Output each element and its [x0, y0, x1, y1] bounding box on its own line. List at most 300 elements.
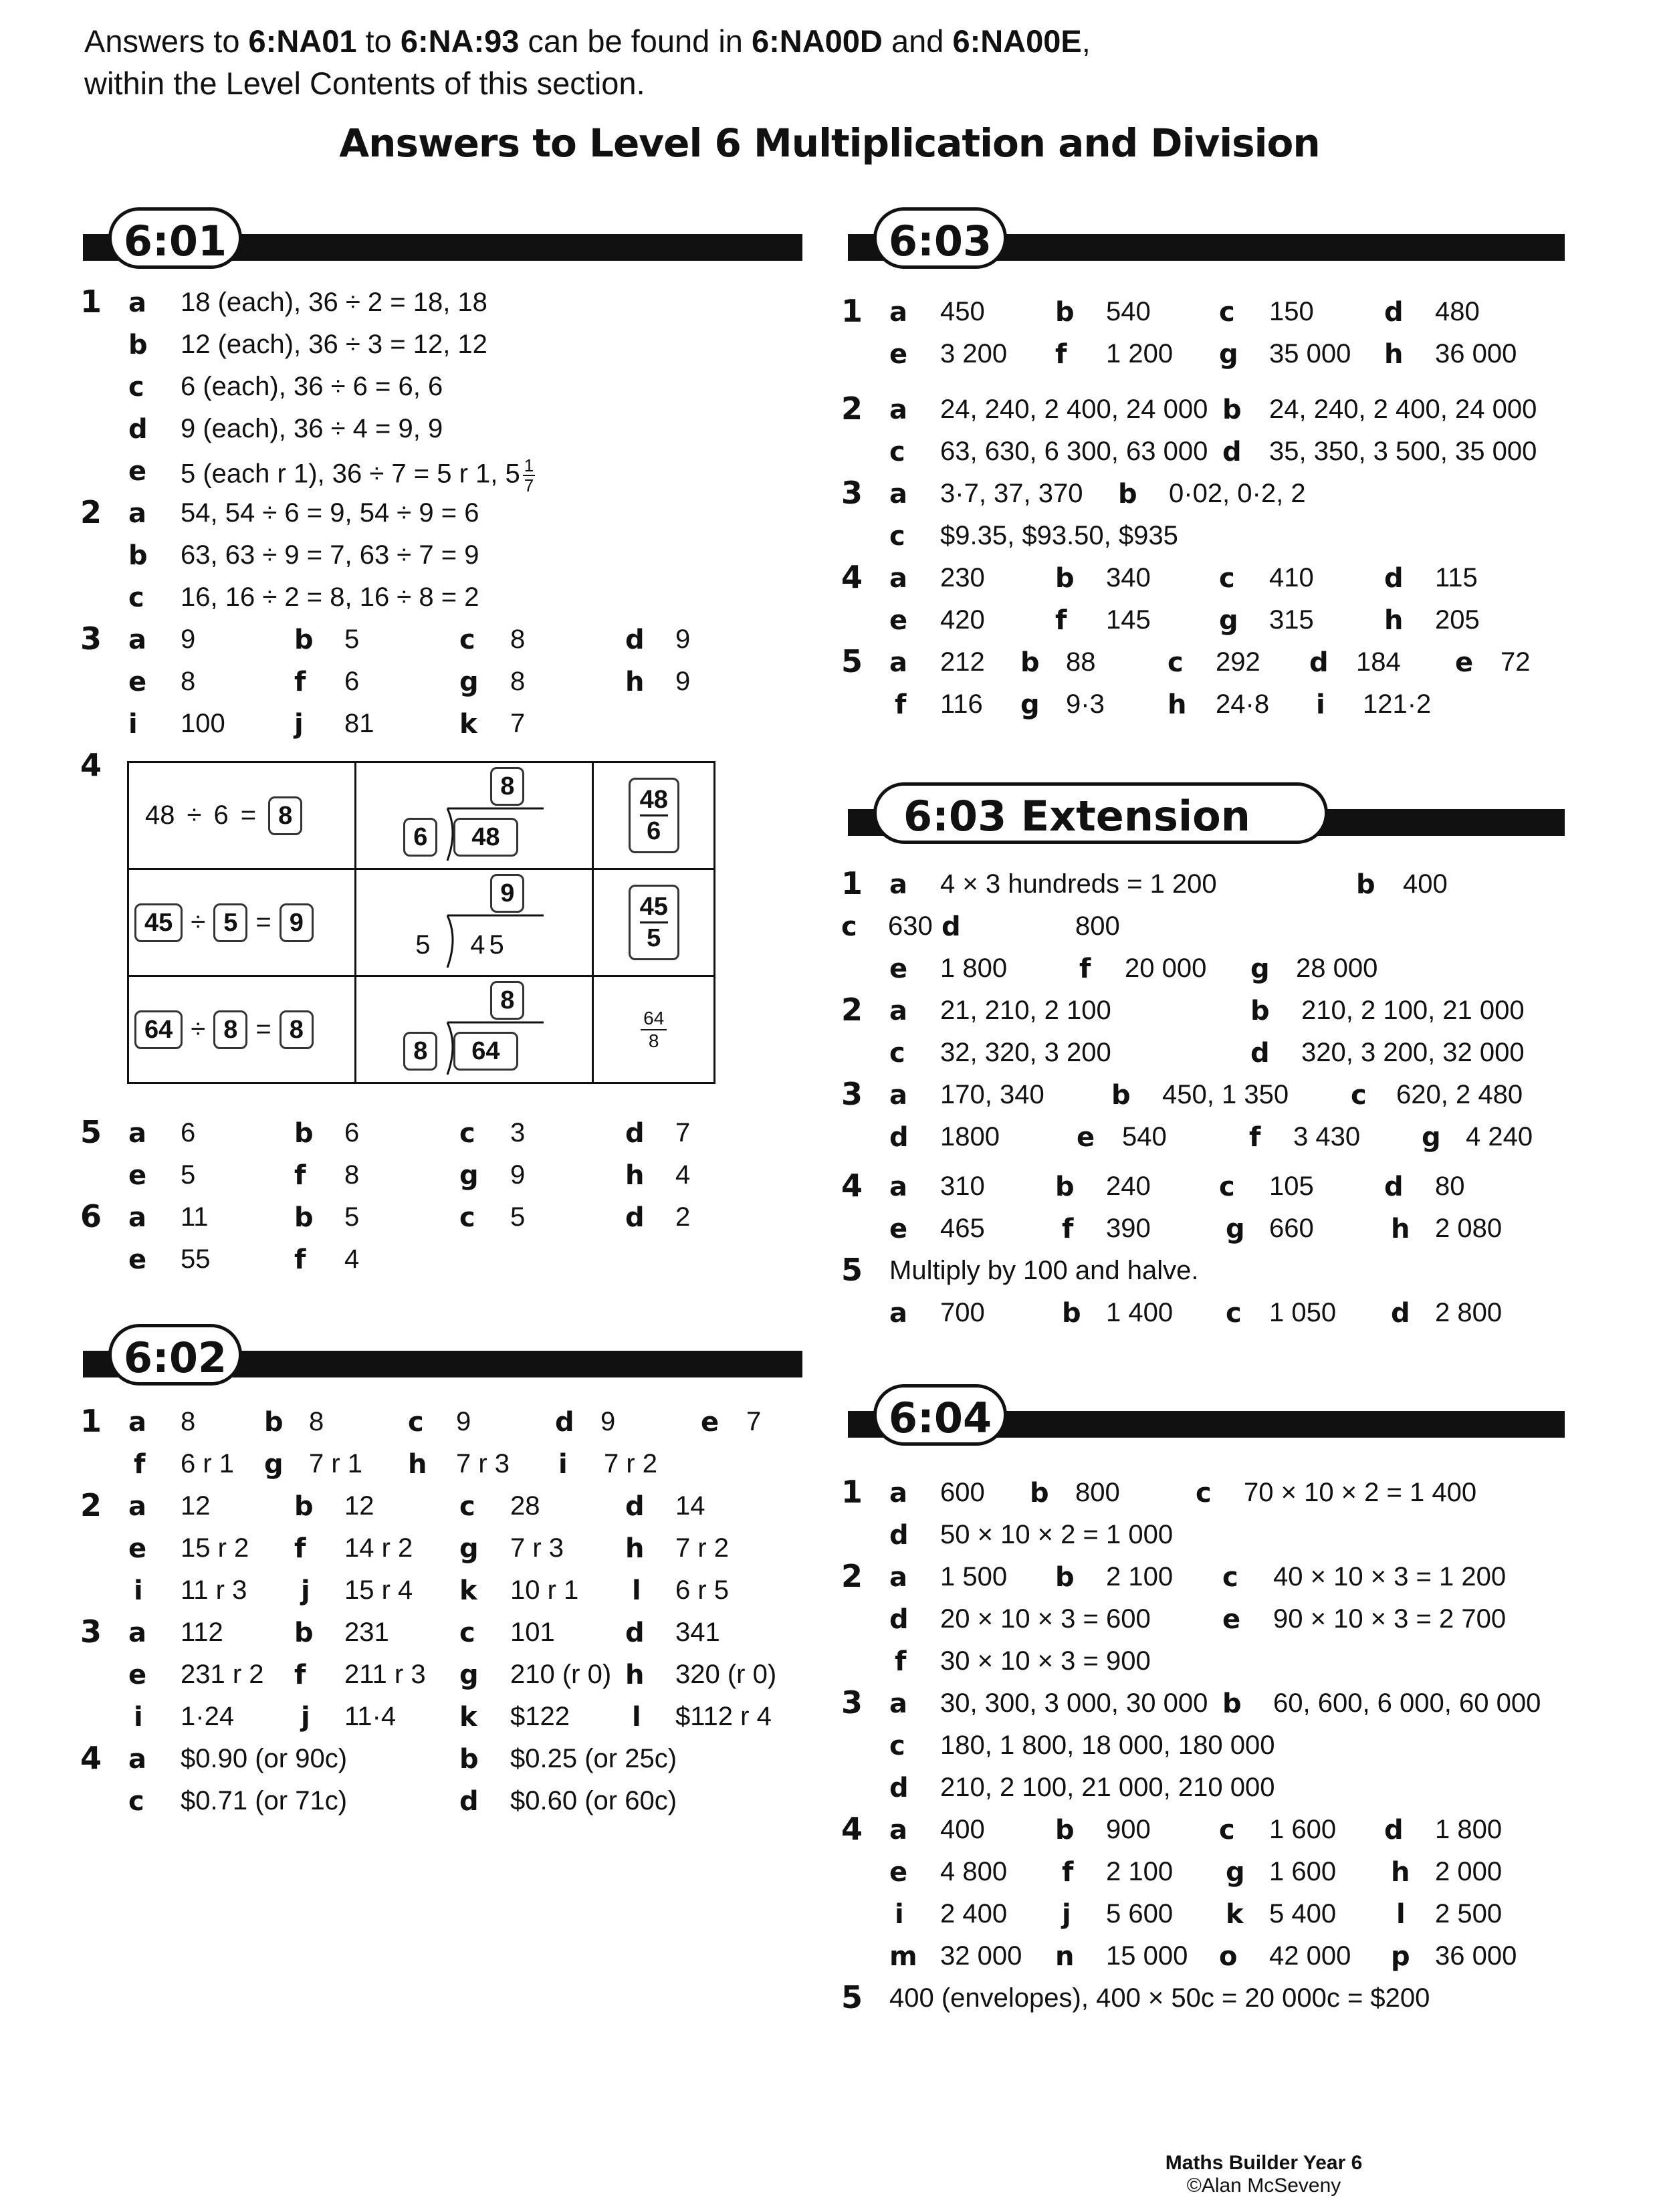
divisor-box: 8	[213, 1010, 247, 1049]
answers-6-03	[841, 293, 1570, 752]
answer-value: $0.71 (or 71c)	[181, 1786, 348, 1815]
question-number: 4	[841, 1811, 863, 1847]
question-number: 4	[80, 747, 102, 783]
answer-value: 40 × 10 × 3 = 1 200	[1273, 1562, 1507, 1591]
dividend-value: 48	[145, 800, 175, 830]
part-letter: a	[889, 1080, 907, 1111]
answer-value: 24·8	[1216, 689, 1270, 719]
part-letter: f	[1062, 1857, 1074, 1888]
answer-value: 7 r 1	[309, 1449, 363, 1478]
answer-value: 240	[1106, 1172, 1151, 1201]
part-letter: c	[1196, 1478, 1212, 1509]
answer-value: 50 × 10 × 2 = 1 000	[940, 1520, 1174, 1549]
part-letter: e	[889, 1214, 908, 1244]
part-letter: h	[1391, 1214, 1410, 1244]
part-letter: l	[1396, 1899, 1406, 1930]
part-letter: g	[459, 1533, 479, 1564]
answer-value: 121·2	[1363, 689, 1432, 719]
part-letter: h	[408, 1449, 427, 1480]
answer-value: 210 (r 0)	[510, 1660, 612, 1689]
answer-value: 0·02, 0·2, 2	[1169, 479, 1306, 508]
answer-value: 1 200	[1106, 339, 1174, 368]
answer-value: 63, 63 ÷ 9 = 7, 63 ÷ 7 = 9	[181, 540, 479, 570]
answer-value: 12	[181, 1491, 211, 1521]
part-letter: j	[301, 1702, 310, 1733]
answer-value: 540	[1106, 297, 1151, 326]
answer-value: 7 r 2	[675, 1533, 730, 1563]
divide-sign: ÷	[187, 800, 202, 830]
part-letter: a	[128, 1202, 146, 1233]
answer-value: 116	[940, 689, 983, 719]
answer-value: 5	[510, 1202, 526, 1232]
part-letter: e	[701, 1407, 720, 1438]
part-letter: f	[294, 667, 306, 697]
answer-value: 10 r 1	[510, 1575, 579, 1605]
table-cell	[593, 762, 715, 869]
part-letter: c	[128, 582, 144, 613]
answer-value: 81	[344, 709, 374, 738]
answer-value: 105	[1269, 1172, 1314, 1201]
long-division	[356, 870, 592, 975]
fraction-cell	[594, 763, 713, 868]
part-letter: a	[128, 1491, 146, 1522]
answer-value: 2 100	[1106, 1857, 1174, 1886]
part-letter: f	[1055, 605, 1067, 636]
answer-value: $0.60 (or 60c)	[510, 1786, 677, 1815]
part-letter: d	[625, 625, 645, 655]
part-letter: a	[889, 563, 907, 594]
part-letter: h	[1384, 339, 1404, 370]
answer-value: 63, 630, 6 300, 63 000	[940, 437, 1208, 466]
table-cell	[593, 976, 715, 1083]
intro-line-2: within the Level Contents of this section.	[84, 66, 645, 101]
question-number: 6	[80, 1198, 102, 1234]
answer-value: $0.25 (or 25c)	[510, 1744, 677, 1773]
question-number: 1	[80, 284, 102, 320]
part-letter: h	[625, 1533, 645, 1564]
part-letter: a	[889, 647, 907, 678]
part-letter: b	[1055, 1172, 1075, 1202]
part-letter: a	[889, 297, 907, 328]
answer-value: 8	[181, 667, 196, 696]
equation	[129, 870, 354, 975]
answer-value: 11·4	[344, 1702, 397, 1731]
answer-value: 7 r 3	[510, 1533, 564, 1563]
part-letter: c	[459, 625, 475, 655]
part-letter: b	[294, 1618, 314, 1648]
answer-value: 112	[181, 1618, 223, 1647]
part-letter: e	[128, 1160, 147, 1191]
answer-value: 4 × 3 hundreds = 1 200	[940, 869, 1217, 899]
division-table	[127, 761, 715, 1084]
section-label: 6:01	[108, 207, 242, 269]
part-letter: f	[1055, 339, 1067, 370]
answer-value: 4 240	[1466, 1122, 1533, 1151]
section-label: 6:02	[108, 1324, 242, 1386]
answer-value: 400	[1403, 869, 1448, 899]
part-letter: f	[134, 1449, 146, 1480]
answer-value: 231 r 2	[181, 1660, 264, 1689]
part-letter: b	[1020, 647, 1040, 678]
part-letter: b	[1030, 1478, 1049, 1509]
answer-value: 32, 320, 3 200	[940, 1038, 1111, 1067]
answer-text: 5 (each r 1), 36 ÷ 7 = 5 r 1, 5	[181, 459, 520, 489]
part-letter: a	[128, 1407, 146, 1438]
answer-value: 900	[1106, 1815, 1151, 1844]
fraction-numerator: 48	[640, 785, 668, 816]
answer-value: 450	[940, 297, 985, 326]
answer-value: 18 (each), 36 ÷ 2 = 18, 18	[181, 288, 487, 317]
dividend-box: 64	[134, 1010, 183, 1049]
part-letter: c	[459, 1491, 475, 1522]
answer-value: 11 r 3	[181, 1575, 247, 1605]
answer-value: 2 800	[1435, 1298, 1503, 1327]
answer-value: 5	[344, 625, 360, 654]
divisor-value: 6	[213, 800, 229, 830]
part-letter: i	[558, 1449, 568, 1480]
part-letter: b	[1055, 563, 1075, 594]
answer-value: 2 100	[1106, 1562, 1174, 1591]
answer-value: 210, 2 100, 21 000	[1301, 996, 1525, 1025]
answer-value: 8	[309, 1407, 324, 1436]
part-letter: b	[294, 1202, 314, 1233]
answer-value: 310	[940, 1172, 985, 1201]
question-number: 3	[80, 621, 102, 657]
part-letter: c	[1222, 1562, 1238, 1593]
part-letter: c	[889, 1731, 905, 1761]
part-letter: d	[889, 1122, 909, 1153]
question-number: 2	[80, 494, 102, 530]
intro-ref: 6:NA:93	[400, 23, 520, 59]
question-number: 4	[841, 1168, 863, 1204]
question-number: 3	[841, 1684, 863, 1721]
fraction	[641, 1008, 667, 1052]
answer-value: 70 × 10 × 2 = 1 400	[1244, 1478, 1477, 1507]
part-letter: e	[889, 605, 908, 636]
answer-value: 341	[675, 1618, 720, 1647]
part-letter: g	[459, 1160, 479, 1191]
answer-value: 5 400	[1269, 1899, 1337, 1928]
answer-box: 8	[268, 796, 302, 835]
answer-value: 480	[1435, 297, 1480, 326]
dividend-box: 48	[453, 818, 518, 857]
answer-value: 620, 2 480	[1396, 1080, 1523, 1109]
table-cell	[593, 869, 715, 976]
part-letter: g	[1219, 339, 1238, 370]
part-letter: l	[632, 1702, 641, 1733]
answers-6-01-cont	[80, 1114, 802, 1292]
answer-value: 205	[1435, 605, 1480, 635]
answer-value: 390	[1106, 1214, 1151, 1243]
part-letter: d	[889, 1773, 909, 1803]
part-letter: e	[889, 339, 908, 370]
divisor-value: 5	[415, 930, 431, 960]
table-cell	[356, 869, 593, 976]
part-letter: e	[889, 1857, 908, 1888]
answer-value: 8	[510, 667, 526, 696]
part-letter: h	[1384, 605, 1404, 636]
answer-value: 28 000	[1296, 954, 1378, 983]
answer-value: 101	[510, 1618, 555, 1647]
answer-value: 170, 340	[940, 1080, 1044, 1109]
answer-value: 72	[1501, 647, 1531, 677]
answer-value: 320 (r 0)	[675, 1660, 777, 1689]
answer-value: 14 r 2	[344, 1533, 413, 1563]
answer-value: 400	[940, 1815, 985, 1844]
answer-box: 8	[280, 1010, 314, 1049]
part-letter: h	[625, 1160, 645, 1191]
answers-6-04	[841, 1474, 1570, 2039]
part-letter: i	[134, 1575, 143, 1606]
answer-value: 212	[940, 647, 985, 677]
fraction-box	[629, 778, 679, 853]
part-letter: c	[459, 1618, 475, 1648]
part-letter: j	[301, 1575, 310, 1606]
part-letter: g	[1250, 954, 1270, 984]
part-letter: d	[1391, 1298, 1410, 1329]
answer-value: 7	[746, 1407, 762, 1436]
part-letter: a	[889, 395, 907, 425]
answer-value: 600	[940, 1478, 985, 1507]
part-letter: a	[128, 625, 146, 655]
question-number: 2	[80, 1487, 102, 1523]
fraction-numerator: 1	[524, 455, 534, 475]
answer-value: 7	[675, 1118, 691, 1147]
answer-value: 7	[510, 709, 526, 738]
answer-value: 88	[1066, 647, 1096, 677]
part-letter: e	[1222, 1604, 1241, 1635]
answer-value: 9 (each), 36 ÷ 4 = 9, 9	[181, 414, 443, 443]
table-cell	[128, 869, 356, 976]
part-letter: d	[625, 1618, 645, 1648]
part-letter: b	[1250, 996, 1270, 1026]
answers-6-03-extension	[841, 865, 1570, 1351]
question-number: 1	[841, 293, 863, 329]
answer-value: 7 r 2	[604, 1449, 658, 1478]
part-letter: e	[889, 954, 908, 984]
answer-value: 150	[1269, 297, 1314, 326]
answer-value: 9	[675, 625, 691, 654]
quotient-box: 8	[490, 981, 524, 1020]
answer-value: 3	[510, 1118, 526, 1147]
answer-value: 9	[510, 1160, 526, 1190]
answer-value: 540	[1122, 1122, 1167, 1151]
part-letter: f	[1079, 954, 1091, 984]
question-number: 5	[80, 1114, 102, 1150]
answer-value: 9	[600, 1407, 616, 1436]
answer-value: 5	[344, 1202, 360, 1232]
answer-value: 210, 2 100, 21 000, 210 000	[940, 1773, 1275, 1802]
answer-value: 1 800	[940, 954, 1008, 983]
part-letter: c	[889, 521, 905, 552]
answer-value: 700	[940, 1298, 985, 1327]
part-letter: c	[459, 1202, 475, 1233]
table-cell	[128, 976, 356, 1083]
quotient-box: 9	[490, 874, 524, 913]
question-number: 2	[841, 1558, 863, 1594]
part-letter: n	[1055, 1941, 1075, 1972]
answer-value: $122	[510, 1702, 570, 1731]
book-title: Maths Builder Year 6	[1165, 2152, 1363, 2174]
intro-ref: 6:NA00E	[952, 23, 1082, 59]
answer-value: 54, 54 ÷ 6 = 9, 54 ÷ 9 = 6	[181, 498, 479, 528]
part-letter: d	[625, 1118, 645, 1149]
divisor-box: 6	[403, 818, 437, 857]
answer-value: 9	[456, 1407, 471, 1436]
question-number: 3	[841, 1076, 863, 1112]
part-letter: d	[1384, 563, 1404, 594]
part-letter: b	[128, 330, 148, 360]
part-letter: b	[1222, 1688, 1242, 1719]
table-row	[128, 976, 715, 1083]
intro-ref: 6:NA01	[248, 23, 357, 59]
part-letter: a	[128, 498, 146, 529]
answer-value: 7 r 3	[456, 1449, 510, 1478]
part-letter: k	[459, 1575, 477, 1606]
answer-value: 5 600	[1106, 1899, 1174, 1928]
divisor-box: 5	[213, 903, 247, 942]
answer-value: 80	[1435, 1172, 1465, 1201]
part-letter: e	[1455, 647, 1474, 678]
answer-value: 32 000	[940, 1941, 1022, 1971]
part-letter: c	[408, 1407, 424, 1438]
part-letter: d	[1384, 297, 1404, 328]
part-letter: a	[889, 1172, 907, 1202]
intro-text: to	[356, 23, 401, 59]
part-letter: b	[1356, 869, 1375, 900]
page-title: Answers to Level 6 Multiplication and Division	[339, 120, 1320, 166]
part-letter: d	[625, 1202, 645, 1233]
answer-value: 14	[675, 1491, 705, 1521]
equals-sign: =	[240, 800, 257, 830]
part-letter: f	[1249, 1122, 1261, 1153]
equals-sign: =	[255, 907, 271, 937]
part-letter: a	[889, 1478, 907, 1509]
part-letter: c	[459, 1118, 475, 1149]
divide-sign: ÷	[191, 1014, 206, 1044]
answer-value: 1800	[940, 1122, 1000, 1151]
part-letter: i	[895, 1899, 904, 1930]
answer-value: 450, 1 350	[1162, 1080, 1289, 1109]
part-letter: o	[1219, 1941, 1238, 1972]
fraction-cell	[594, 870, 713, 975]
part-letter: c	[1226, 1298, 1242, 1329]
part-letter: g	[1422, 1122, 1441, 1153]
part-letter: a	[128, 1118, 146, 1149]
answer-value: 2 080	[1435, 1214, 1503, 1243]
answer-value: 11	[181, 1202, 209, 1232]
part-letter: c	[889, 437, 905, 467]
part-letter: c	[1219, 1172, 1235, 1202]
part-letter: g	[1020, 689, 1040, 720]
copyright: ©Alan McSeveny	[1186, 2175, 1341, 2197]
part-letter: d	[1384, 1172, 1404, 1202]
part-letter: d	[1384, 1815, 1404, 1846]
part-letter: c	[1219, 297, 1235, 328]
part-letter: k	[1226, 1899, 1244, 1930]
answer-value: 410	[1269, 563, 1314, 592]
part-letter: a	[889, 1298, 907, 1329]
part-letter: b	[1055, 1815, 1075, 1846]
divisor-box: 8	[403, 1032, 437, 1071]
answer-value: 660	[1269, 1214, 1314, 1243]
answer-value: 2	[675, 1202, 691, 1232]
intro-text: ,	[1081, 23, 1091, 59]
part-letter: p	[1391, 1941, 1410, 1972]
answer-value: 420	[940, 605, 985, 635]
answer-value: 231	[344, 1618, 389, 1647]
part-letter: f	[1062, 1214, 1074, 1244]
answer-value: 9	[181, 625, 196, 654]
fraction-denominator: 6	[647, 817, 661, 845]
answer-value: 36 000	[1435, 339, 1517, 368]
equals-sign: =	[255, 1014, 271, 1044]
answer-value: 800	[1075, 911, 1120, 941]
part-letter: i	[134, 1702, 143, 1733]
part-letter: e	[128, 456, 147, 487]
part-letter: g	[1226, 1857, 1245, 1888]
answer-value: 180, 1 800, 18 000, 180 000	[940, 1731, 1275, 1760]
part-letter: d	[1309, 647, 1329, 678]
part-letter: a	[889, 1562, 907, 1593]
answer-value: 24, 240, 2 400, 24 000	[1269, 395, 1537, 424]
answer-value: 15 r 4	[344, 1575, 413, 1605]
answer-value: 184	[1356, 647, 1401, 677]
answer-value: 1 050	[1269, 1298, 1337, 1327]
part-letter: f	[294, 1160, 306, 1191]
part-letter: e	[128, 1533, 147, 1564]
part-letter: k	[459, 1702, 477, 1733]
part-letter: c	[1168, 647, 1184, 678]
part-letter: b	[1222, 395, 1242, 425]
answer-value: 1 600	[1269, 1857, 1337, 1886]
table-row	[128, 762, 715, 869]
question-number: 5	[841, 1252, 863, 1288]
answer-value: 15 000	[1106, 1941, 1188, 1971]
table-cell	[356, 762, 593, 869]
part-letter: i	[128, 709, 138, 740]
answer-value: $112 r 4	[675, 1702, 772, 1731]
question-number: 4	[841, 559, 863, 595]
question-number: 2	[841, 992, 863, 1028]
long-division	[356, 977, 592, 1082]
answers-6-02	[80, 1403, 802, 1835]
intro-ref: 6:NA00D	[751, 23, 883, 59]
part-letter: g	[1219, 605, 1238, 636]
answer-value: 6	[181, 1118, 196, 1147]
part-letter: h	[1168, 689, 1187, 720]
part-letter: a	[128, 1744, 146, 1775]
fraction-numerator: 64	[641, 1008, 667, 1030]
part-letter: g	[459, 667, 479, 697]
part-letter: j	[294, 709, 304, 740]
part-letter: d	[889, 1604, 909, 1635]
answer-value: 2 500	[1435, 1899, 1503, 1928]
table-cell	[356, 976, 593, 1083]
part-letter: h	[1391, 1857, 1410, 1888]
part-letter: b	[294, 1118, 314, 1149]
answer-value: 3 430	[1293, 1122, 1361, 1151]
part-letter: f	[895, 1646, 907, 1677]
fraction-denominator: 8	[648, 1030, 659, 1051]
answer-value: 292	[1216, 647, 1260, 677]
part-letter: d	[128, 414, 148, 445]
equation	[129, 977, 354, 1082]
answer-box: 9	[280, 903, 314, 942]
question-number: 3	[841, 475, 863, 511]
part-letter: c	[1351, 1080, 1367, 1111]
answer-value: 30, 300, 3 000, 30 000	[940, 1688, 1208, 1718]
